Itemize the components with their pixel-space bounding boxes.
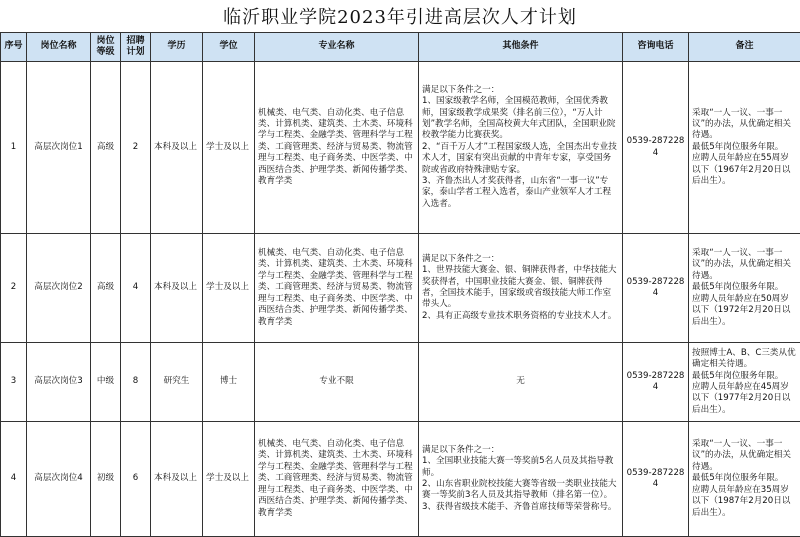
cell-edu: 研究生 (151, 343, 203, 422)
cell-count: 2 (121, 62, 151, 234)
cell-count: 4 (121, 234, 151, 343)
cell-degree: 学士及以上 (203, 62, 255, 234)
cell-no: 3 (1, 343, 27, 422)
cell-other (419, 343, 623, 422)
cell-major: 机械类、电气类、自动化类、电子信息类、计算机类、建筑类、土木类、环境科学与工程类、金融学类、管理科学与工程类、工商管理类、经济与贸易类、物流管理与工程类、电子商务类、中医学类、中西医结合类、护理学类、新闻传播学类、教育学类 (255, 234, 419, 343)
cell-post: 高层次岗位1 (27, 62, 91, 234)
cell-no: 1 (1, 62, 27, 234)
cell-phone: 0539-2872284 (623, 62, 689, 234)
header-edu: 学历 (151, 33, 203, 62)
page-title: 临沂职业学院2023年引进高层次人才计划 (223, 7, 577, 28)
cell-note (689, 234, 800, 343)
cell-major: 专业不限 (255, 343, 419, 422)
header-count: 招聘计划 (121, 33, 151, 62)
cell-edu: 本科及以上 (151, 234, 203, 343)
header-major: 专业名称 (255, 33, 419, 62)
cell-paragraph: 应聘人员年龄应在50周岁以下（1972年2月20日以后出生）。 (692, 293, 791, 327)
cell-level: 中级 (91, 343, 121, 422)
cell-edu: 本科及以上 (151, 62, 203, 234)
cell-paragraph: 无 (516, 376, 525, 387)
cell-paragraph: 2、具有正高级专业技术职务资格的专业技术人才。 (422, 310, 617, 321)
cell-paragraph: 最低5年岗位服务年限。 (692, 282, 784, 293)
cell-major: 机械类、电气类、自动化类、电子信息类、计算机类、建筑类、土木类、环境科学与工程类、金融学类、管理科学与工程类、工商管理类、经济与贸易类、物流管理与工程类、电子商务类、中医学类、中西医结合类、护理学类、新闻传播学类、教育学类 (255, 422, 419, 537)
cell-level: 初级 (91, 422, 121, 537)
cell-post: 高层次岗位3 (27, 343, 91, 422)
cell-level: 高级 (91, 234, 121, 343)
cell-paragraph: 最低5年岗位服务年限。 (692, 141, 784, 152)
cell-paragraph: 1、国家级教学名师，全国模范教师，全国优秀教师，国家级教学成果奖（排名前三位），“万人计划”教学名师，全国高校黄大年式团队，全国职业院校教学能力比赛获奖。 (422, 96, 616, 141)
cell-degree: 博士 (203, 343, 255, 422)
table-row (1, 62, 800, 234)
cell-paragraph: 满足以下条件之一： (422, 253, 500, 264)
table-row (1, 422, 800, 537)
cell-paragraph: 3、获得省级技术能手、齐鲁首席技师等荣誉称号。 (422, 501, 617, 512)
cell-level: 高级 (91, 62, 121, 234)
table-row (1, 343, 800, 422)
cell-other (419, 234, 623, 343)
cell-paragraph: 最低5年岗位服务年限。 (692, 473, 784, 484)
table-row (1, 234, 800, 343)
cell-phone: 0539-2872284 (623, 343, 689, 422)
cell-paragraph: 1、世界技能大赛金、银、铜牌获得者，中华技能大奖获得者，中国职业技能大赛金、银、铜牌获得者，全国技术能手，国家级或省级技能大师工作室带头人。 (422, 265, 617, 310)
recruitment-table (0, 32, 800, 537)
cell-post: 高层次岗位2 (27, 234, 91, 343)
cell-edu: 本科及以上 (151, 422, 203, 537)
cell-other (419, 422, 623, 537)
cell-paragraph: 1、全国职业技能大赛一等奖前5名人员及其指导教师。 (422, 456, 614, 478)
cell-paragraph: 采取“一人一议、一事一议”的办法，从优确定相关待遇。 (692, 107, 791, 141)
header-phone: 咨询电话 (623, 33, 689, 62)
cell-paragraph: 2、“百千万人才”工程国家级人选，全国杰出专业技术人才，国家有突出贡献的中青年专家，享受国务院或省政府特殊津贴专家。 (422, 141, 617, 175)
cell-paragraph: 2、山东省职业院校技能大赛等省级一类职业技能大赛一等奖前3名人员及其指导教师（排名第一位）。 (422, 479, 617, 501)
cell-note (689, 343, 800, 422)
cell-count: 6 (121, 422, 151, 537)
header-no: 序号 (1, 33, 27, 62)
cell-other (419, 62, 623, 234)
cell-phone: 0539-2872284 (623, 422, 689, 537)
cell-phone: 0539-2872284 (623, 234, 689, 343)
cell-degree: 学士及以上 (203, 422, 255, 537)
header-degree: 学位 (203, 33, 255, 62)
cell-count: 8 (121, 343, 151, 422)
cell-paragraph: 最低5年岗位服务年限。 (692, 370, 784, 381)
header-post: 岗位名称 (27, 33, 91, 62)
header-level: 岗位等级 (91, 33, 121, 62)
cell-paragraph: 按照博士A、B、C三类从优确定相关待遇。 (692, 347, 796, 370)
cell-paragraph: 满足以下条件之一： (422, 444, 500, 455)
cell-no: 4 (1, 422, 27, 537)
cell-paragraph: 采取“一人一议、一事一议”的办法，从优确定相关待遇。 (692, 248, 791, 281)
cell-paragraph: 应聘人员年龄应在45周岁以下（1977年2月20日以后出生）。 (692, 382, 791, 415)
cell-paragraph: 满足以下条件之一： (422, 84, 500, 95)
cell-note (689, 422, 800, 537)
header-other: 其他条件 (419, 33, 623, 62)
table-header-row (1, 33, 800, 62)
cell-degree: 学士及以上 (203, 234, 255, 343)
cell-post: 高层次岗位4 (27, 422, 91, 537)
cell-paragraph: 3、齐鲁杰出人才奖获得者，山东省“一事一议”专家，泰山学者工程入选者，泰山产业领军人才工程入选者。 (422, 176, 612, 209)
cell-paragraph: 应聘人员年龄应在55周岁以下（1967年2月20日以后出生）。 (692, 153, 791, 187)
cell-paragraph: 应聘人员年龄应在35周岁以下（1987年2月20日以后出生）。 (692, 484, 791, 518)
cell-major: 机械类、电气类、自动化类、电子信息类、计算机类、建筑类、土木类、环境科学与工程类、金融学类、管理科学与工程类、工商管理类、经济与贸易类、物流管理与工程类、电子商务类、中医学类、中西医结合类、护理学类、新闻传播学类、教育学类 (255, 62, 419, 234)
cell-note (689, 62, 800, 234)
cell-paragraph: 采取“一人一议、一事一议”的办法，从优确定相关待遇。 (692, 439, 791, 472)
cell-no: 2 (1, 234, 27, 343)
header-note: 备注 (689, 33, 800, 62)
